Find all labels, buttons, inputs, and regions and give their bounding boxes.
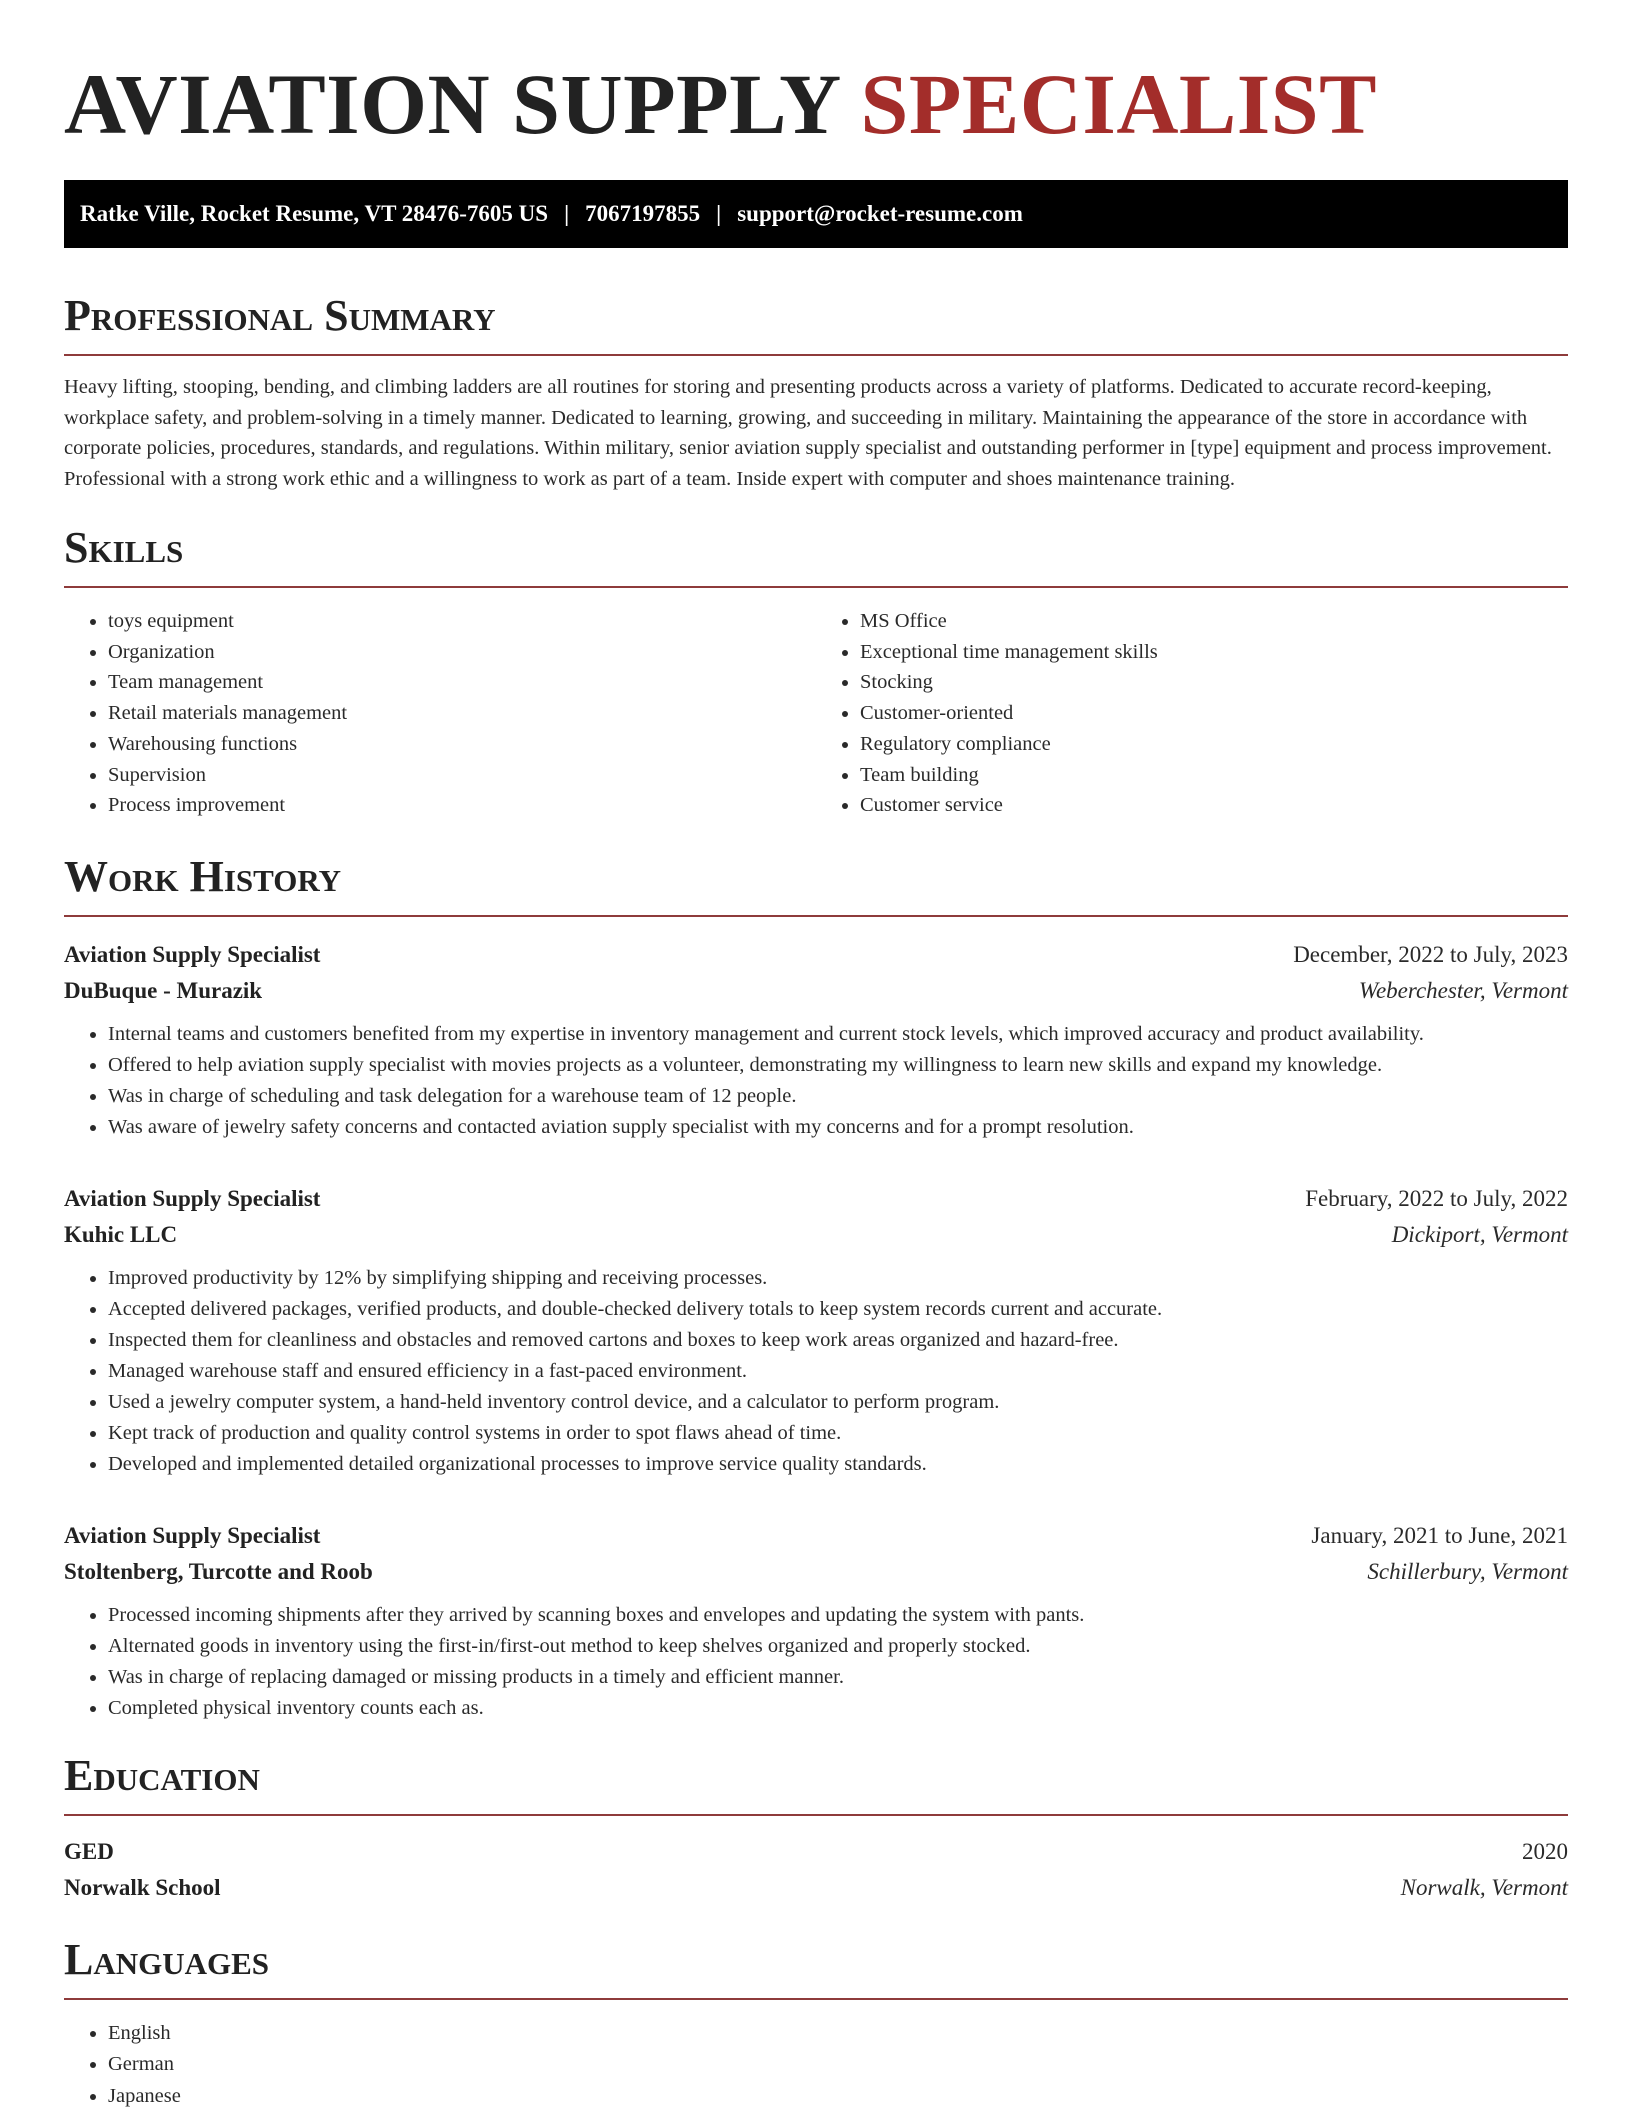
section-title-education: Education xyxy=(64,1752,1568,1816)
skill-item: • MS Office xyxy=(860,606,1568,637)
job-company-row xyxy=(64,1217,1568,1253)
languages-list xyxy=(64,2018,1568,2112)
job-bullet: • Was in charge of replacing damaged or missing products in a timely and efficient manner. xyxy=(108,1662,1568,1693)
job-company: Kuhic LLC xyxy=(64,1221,178,1247)
section-title-work-history: Work History xyxy=(64,853,1568,917)
education-entry xyxy=(64,1834,1568,1906)
job-dates: January, 2021 to June, 2021 xyxy=(1311,1522,1568,1548)
skill-item: • Supervision xyxy=(108,760,816,791)
job-bullet: • Improved productivity by 12% by simplifying shipping and receiving processes. xyxy=(108,1263,1568,1294)
job-header-row xyxy=(64,1181,1568,1217)
job-bullet: • Inspected them for cleanliness and obstacles and removed cartons and boxes to keep work areas organized and hazard-free. xyxy=(108,1325,1568,1356)
job-bullet: • Internal teams and customers benefited from my expertise in inventory management and current stock levels, which improved accuracy and product availability. xyxy=(108,1019,1568,1050)
skill-item: • Organization xyxy=(108,637,816,668)
job-location: Weberchester, Vermont xyxy=(1358,977,1568,1003)
job-header-row xyxy=(64,1518,1568,1554)
contact-separator: | xyxy=(564,201,570,226)
skill-item: • Regulatory compliance xyxy=(860,729,1568,760)
skill-item: • Customer service xyxy=(860,790,1568,821)
job-company-row xyxy=(64,973,1568,1009)
contact-address: Ratke Ville, Rocket Resume, VT 28476-7605 US xyxy=(80,201,549,226)
job-bullet: • Accepted delivered packages, verified products, and double-checked delivery totals to keep system records current and accurate. xyxy=(108,1294,1568,1325)
education-location: Norwalk, Vermont xyxy=(1400,1874,1568,1900)
skills-grid xyxy=(64,606,1568,821)
section-title-summary: Professional Summary xyxy=(64,292,1568,356)
contact-email: support@rocket-resume.com xyxy=(737,201,1023,226)
skill-item: • toys equipment xyxy=(108,606,816,637)
work-history-section xyxy=(64,853,1568,1724)
education-school-row xyxy=(64,1870,1568,1906)
language-item: • German xyxy=(108,2049,1568,2081)
skill-item: • Warehousing functions xyxy=(108,729,816,760)
languages-section xyxy=(64,1936,1568,2112)
job-entry xyxy=(64,1518,1568,1724)
contact-bar xyxy=(64,180,1568,248)
job-entry xyxy=(64,1181,1568,1480)
skill-item: • Team management xyxy=(108,667,816,698)
summary-section xyxy=(64,292,1568,494)
job-bullet: • Developed and implemented detailed organizational processes to improve service quality standards. xyxy=(108,1449,1568,1480)
job-title: Aviation Supply Specialist xyxy=(64,1185,321,1211)
education-school: Norwalk School xyxy=(64,1874,221,1900)
education-section xyxy=(64,1752,1568,1906)
job-location: Dickiport, Vermont xyxy=(1391,1221,1568,1247)
job-bullets xyxy=(64,1263,1568,1480)
summary-text: Heavy lifting, stooping, bending, and climbing ladders are all routines for storing and presenting products across a variety of platforms. Dedicated to accurate record-keeping, workplace safety, and problem-solving in a timely manner. Dedicated to learning, growing, and succeeding in military. Maintaining the appearance of the store in accordance with corporate policies, procedures, standards, and regulations. Within military, senior aviation supply specialist and outstanding performer in [type] equipment and process improvement. Professional with a strong work ethic and a willingness to work as part of a team. Inside expert with computer and shoes maintenance training. xyxy=(64,376,1552,490)
skill-item: • Exceptional time management skills xyxy=(860,637,1568,668)
job-entry xyxy=(64,937,1568,1143)
job-bullets xyxy=(64,1600,1568,1724)
job-bullets xyxy=(64,1019,1568,1143)
skills-section xyxy=(64,524,1568,821)
title-main: AVIATION SUPPLY xyxy=(64,56,839,152)
language-item: • Japanese xyxy=(108,2081,1568,2112)
skill-item: • Process improvement xyxy=(108,790,816,821)
job-bullet: • Offered to help aviation supply specialist with movies projects as a volunteer, demonstrating my willingness to learn new skills and expand my knowledge. xyxy=(108,1050,1568,1081)
skill-item: • Customer-oriented xyxy=(860,698,1568,729)
job-bullet: • Processed incoming shipments after they arrived by scanning boxes and envelopes and updating the system with pants. xyxy=(108,1600,1568,1631)
job-bullet: • Was in charge of scheduling and task delegation for a warehouse team of 12 people. xyxy=(108,1081,1568,1112)
job-bullet: • Managed warehouse staff and ensured efficiency in a fast-paced environment. xyxy=(108,1356,1568,1387)
education-degree-row xyxy=(64,1834,1568,1870)
job-dates: February, 2022 to July, 2022 xyxy=(1305,1185,1568,1211)
job-company: DuBuque - Murazik xyxy=(64,977,263,1003)
job-bullet: • Used a jewelry computer system, a hand-held inventory control device, and a calculator to perform program. xyxy=(108,1387,1568,1418)
education-degree: GED xyxy=(64,1838,114,1864)
job-title: Aviation Supply Specialist xyxy=(64,941,321,967)
skill-item: • Team building xyxy=(860,760,1568,791)
job-title: Aviation Supply Specialist xyxy=(64,1522,321,1548)
job-dates: December, 2022 to July, 2023 xyxy=(1293,941,1568,967)
resume-title xyxy=(64,56,1568,152)
skills-right-column xyxy=(816,606,1568,821)
skills-left-column xyxy=(64,606,816,821)
job-bullet: • Kept track of production and quality control systems in order to spot flaws ahead of time. xyxy=(108,1418,1568,1449)
job-company-row xyxy=(64,1554,1568,1590)
section-title-skills: Skills xyxy=(64,524,1568,588)
language-item: • English xyxy=(108,2018,1568,2050)
contact-phone: 7067197855 xyxy=(585,201,701,226)
job-bullet: • Alternated goods in inventory using the first-in/first-out method to keep shelves organized and properly stocked. xyxy=(108,1631,1568,1662)
title-accent: SPECIALIST xyxy=(860,56,1377,152)
job-location: Schillerbury, Vermont xyxy=(1367,1558,1568,1584)
skill-item: • Retail materials management xyxy=(108,698,816,729)
job-company: Stoltenberg, Turcotte and Roob xyxy=(64,1558,373,1584)
job-bullet: • Completed physical inventory counts each as. xyxy=(108,1693,1568,1724)
job-header-row xyxy=(64,937,1568,973)
contact-separator: | xyxy=(716,201,722,226)
skill-item: • Stocking xyxy=(860,667,1568,698)
job-bullet: • Was aware of jewelry safety concerns and contacted aviation supply specialist with my concerns and for a prompt resolution. xyxy=(108,1112,1568,1143)
education-year: 2020 xyxy=(1522,1838,1568,1864)
section-title-languages: Languages xyxy=(64,1936,1568,2000)
